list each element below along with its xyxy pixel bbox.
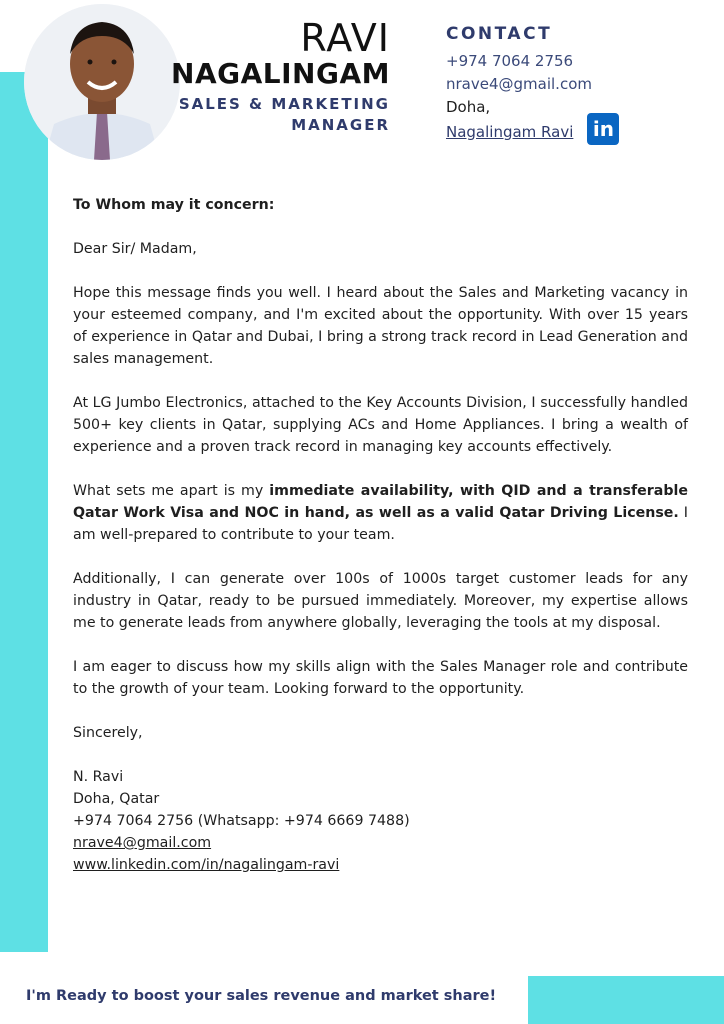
linkedin-link[interactable]: Nagalingam Ravi (446, 122, 574, 141)
contact-city: Doha, (446, 98, 491, 116)
contact-email[interactable]: nrave4@gmail.com (446, 75, 592, 93)
paragraph-intro: Hope this message finds you well. I heard about the Sales and Marketing vacancy in your esteemed company, and I'm excited about the opportunity. With over 15 years of experience in Qatar and Dubai, I bring a strong track record in Lead Generation and sales management. (73, 285, 688, 367)
signature-email-link[interactable]: nrave4@gmail.com (73, 835, 212, 851)
contact-block (446, 24, 619, 145)
footer-tagline: I'm Ready to boost your sales revenue and market share! (26, 988, 497, 1004)
signature-phone: +974 7064 2756 (Whatsapp: +974 6669 7488) (73, 813, 410, 829)
linkedin-row (446, 119, 619, 145)
job-title (171, 94, 390, 136)
job-title-line2: MANAGER (291, 116, 390, 134)
paragraph-availability-end: I am well-prepared to contribute to your team. (73, 505, 688, 543)
name-block (171, 18, 390, 136)
linkedin-icon[interactable]: in (587, 113, 619, 145)
paragraph-experience: At LG Jumbo Electronics, attached to the Key Accounts Division, I successfully handled 500+ key clients in Qatar, supplying ACs and Home Appliances. I bring a wealth of experience and a proven track record in managing key accounts effectively. (73, 395, 688, 455)
profile-photo (24, 4, 180, 160)
letter-closing: Sincerely, (73, 725, 143, 741)
job-title-line1: SALES & MARKETING (178, 95, 390, 113)
first-name: RAVI (300, 16, 390, 60)
paragraph-closing-remarks: I am eager to discuss how my skills align with the Sales Manager role and contribute to the growth of your team. Looking forward to the opportunity. (73, 659, 688, 697)
paragraph-availability-start: What sets me apart is my (73, 483, 270, 499)
letter-greeting: Dear Sir/ Madam, (73, 241, 197, 257)
signature-linkedin-link[interactable]: www.linkedin.com/in/nagalingam-ravi (73, 857, 340, 873)
signature-block (73, 766, 688, 876)
signature-city: Doha, Qatar (73, 791, 160, 807)
last-name: NAGALINGAM (171, 57, 390, 90)
paragraph-availability (73, 480, 688, 546)
signature-name: N. Ravi (73, 769, 124, 785)
contact-phone[interactable]: +974 7064 2756 (446, 52, 574, 70)
accent-bar-left (0, 72, 48, 952)
accent-bar-bottom (528, 976, 724, 1024)
paragraph-availability-highlight: immediate availability, with QID and a transferable Qatar Work Visa and NOC in hand, as well as a valid Qatar Driving License. (73, 483, 688, 521)
paragraph-leads: Additionally, I can generate over 100s of 1000s target customer leads for any industry in Qatar, ready to be pursued immediately. Moreover, my expertise allows me to generate leads from anywhere globally, leveraging the tools at my disposal. (73, 571, 688, 631)
contact-heading: CONTACT (446, 24, 553, 44)
cover-letter-body (73, 194, 688, 898)
letter-heading: To Whom may it concern: (73, 197, 275, 213)
